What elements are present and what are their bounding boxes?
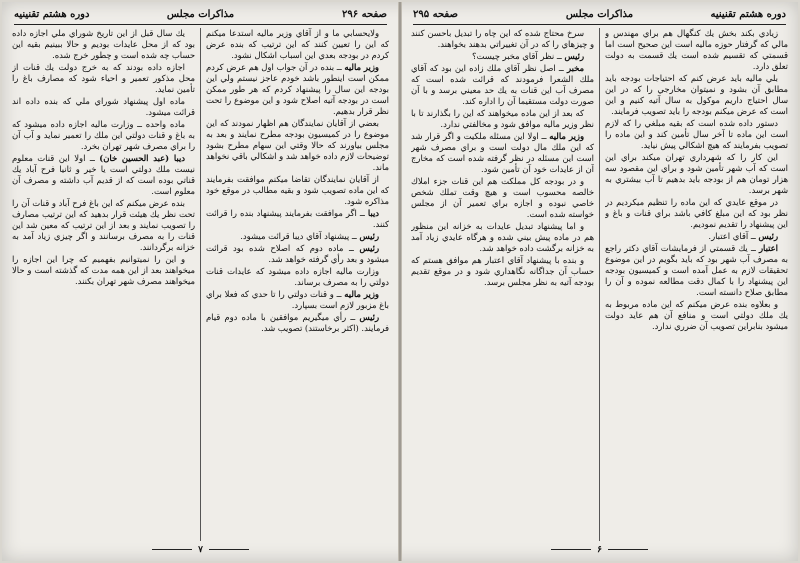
paragraph: [605, 118, 788, 151]
paragraph: رئيس ــ پيشنهاد آقاي ديبا قرائت ميشود.: [240, 231, 379, 241]
paragraph: [206, 118, 389, 173]
paragraph: [206, 28, 389, 61]
page-title: مذاكرات مجلس: [565, 9, 634, 20]
paragraph-text: و قنات دولتي را تا حدي كه فعلا براي باغ مزبور لازم است بسپارد.: [206, 289, 389, 310]
paragraph-text: در موقع عايدي كه اين ماده را تنظيم ميكرديم در نظر بود كه اين مبلغ كافي باشد براي قنات و باغ و اين پيشنهاد را تقديم نموديم.: [605, 197, 788, 229]
paragraph: [605, 28, 788, 72]
column-right: [206, 28, 389, 541]
paragraph-text: و اين را نميتوانيم بفهميم كه چرا اين اجازه را ميخواهند بعد از اين همه مدت كه گذشته است و حالا ميخواهند مصرف شهر تهران بكنند.: [12, 254, 195, 286]
paragraph-text: دستور داده شده است كه بقيه مبلغي را كه لازم است اين ماده تا آخر سال تأمين كند و اين ماده را تصويب بفرمايند كه هيچ اشكالي پيش نيايد.: [605, 118, 788, 150]
paragraph-text: اصل نظر آقاي ملك زاده اين بود كه آقاي ملك الشعرا فرمودند كه قرائت شده است كه مصرف آب اين قنات به يك حد معيني برسد و با آن صورت دولت مستقيما آن را اداره كند.: [411, 63, 594, 106]
paragraph: وزير ماليه ــ و قنات دولتي را تا حدي كه فعلا براي باغ مزبور لازم است بسپارد.: [206, 289, 389, 310]
term-label: دوره هشتم تقنينيه: [710, 9, 786, 20]
paragraph: ديبا ــ اگر موافقت بفرمايند پيشنهاد بنده را قرائت كنند.: [206, 208, 389, 229]
paragraph-text: آقاي اعتبار.: [708, 231, 749, 241]
paragraph: رئيس ــ رأي ميگيريم موافقين با ماده دوم قيام فرمايند. (اكثر برخاستند) تصويب شد.: [206, 312, 389, 333]
column-divider: [200, 28, 201, 541]
paragraph: [206, 174, 389, 207]
paragraph: رئيس ــ نظر آقاي مخبر چيست؟: [472, 51, 584, 61]
paragraph-text: اگر موافقت بفرمايند پيشنهاد بنده را قرائت كنند.: [206, 208, 389, 229]
speaker-name: وزير ماليه: [344, 289, 379, 299]
speaker-name: رئيس: [359, 243, 379, 253]
paragraph-text: اولا اين مسئله ملكيت و اگر قرار شد كه اين ملك مال دولت است و براي مصرف شهر است اين مسئله در نظر گرفته شده است كه مخارج آن از عايدات خود آن تأمين شود.: [411, 131, 594, 174]
paragraph: وزير ماليه ــ اولا اين مسئله ملكيت و اگر قرار شد كه اين ملك مال دولت است و براي مصرف شهر است اين مسئله در نظر گرفته شده است كه مخارج آن از عايدات خود آن تأمين شود.: [411, 131, 594, 174]
paragraph: [12, 254, 195, 287]
paragraph-text: يك قسمتي از فرمايشات آقاي دكتر راجع به مصرف آب شهر بود كه بايد بگويم در اين موضوع تحقيقات لازم به عمل آمده است و كميسيون بودجه اين پيشنهاد را با كمال دقت مطالعه نموده و آن را مطابق صلاح دانسته است.: [605, 243, 788, 297]
paragraph-text: كه بعد از اين ماده ميخواهند كه اين را بگذارند تا با نظر وزير ماليه موافق شود و مخالفتي ندارد.: [411, 108, 594, 129]
paragraph: [605, 152, 788, 196]
speaker-name: رئيس: [359, 231, 379, 241]
paragraph: [605, 73, 788, 117]
page-header: [413, 8, 786, 25]
page-footer: [401, 545, 798, 557]
column-left: [12, 28, 195, 541]
footer-page-number: ۶: [597, 545, 602, 555]
column-divider: [599, 28, 600, 541]
speaker-name: ديبا: [367, 208, 379, 218]
paragraph-text: و بعلاوه بنده عرض ميكنم كه اين ماده مربوط به يك ملك دولتي است و منافع آن هم عايد دولت ميشود بنابراين تصويب آن ضرري ندارد.: [605, 299, 788, 331]
speaker-name: مخبر: [566, 63, 584, 73]
page-number-label: صفحه ۲۹۶: [342, 9, 387, 20]
text-columns: [411, 28, 788, 541]
paragraph-text: سرخ محتاج شده كه اين چاه را تبديل باحسن كنند و چيزهاي را كه در آن تغييراتي بدهند بخواهند.: [411, 28, 594, 49]
paragraph: رئيس ــ آقاي اعتبار.: [708, 231, 778, 241]
paragraph: [411, 28, 594, 50]
paragraph: [411, 255, 594, 288]
paragraph-text: بلي ماليه بايد عرض كنم كه احتياجات بودجه بايد مطابق آن بشود و نميتوان مخارجي را كه در اين سال احتياج داريم موكول به سال آتيه كنيم و اين است كه عرض ميكنم بودجه را بايد تصويب فرمايند.: [605, 73, 788, 116]
page-right: [401, 2, 798, 561]
paragraph-text: زيادي بكند بخش يك كنگهال هم براي مهندس و مالي كه گرفتار حوزه ماليه است اين صحيح است اما قسمتي كه تقسيم شده است يك قسمت به دولت تعلق دارد.: [605, 28, 788, 71]
paragraph-text: اولا اين قنات معلوم نيست ملك دولتي است يا خير و ثانيا فرح آباد يك قناتي بوده است كه از قديم آب داشته و مصرف آن معلوم است.: [12, 153, 195, 196]
term-label: دوره هشتم تقنينيه: [14, 9, 90, 20]
paragraph-text: و اما پيشنهاد تبديل عايدات به خزانه اين منظور هم در ماده پيش بيني شده و هرگاه عايدي زياد آمد به خزانه برگشت داده خواهد شد.: [411, 221, 594, 253]
paragraph: [605, 299, 788, 332]
paragraph-text: بنده عرض ميكنم كه اين باغ فرح آباد و قنات آن را تحت نظر يك هيئت قرار بدهيد كه اين ترتيب مصارف را تصويب نمايند و بعد از اين ترتيب كه معين شد اين قنات را به مصرف برسانند و اگر چيزي زياد آمد به خزانه برگردانند.: [12, 198, 195, 252]
paragraph: اعتبار ــ يك قسمتي از فرمايشات آقاي دكتر راجع به مصرف آب شهر بود كه بايد بگويم در اين موضوع تحقيقات لازم به عمل آمده است و كميسيون بودجه اين پيشنهاد را با كمال دقت مطالعه نموده و آن را مطابق صلاح دانسته است.: [605, 243, 788, 297]
paragraph: مخبر ــ اصل نظر آقاي ملك زاده اين بود كه آقاي ملك الشعرا فرمودند كه قرائت شده است كه مصرف آب اين قنات به يك حد معيني برسد و با آن صورت دولت مستقيما آن را اداره كند.: [411, 63, 594, 106]
paragraph-text: رأي ميگيريم موافقين با ماده دوم قيام فرمايند. (اكثر برخاستند) تصويب شد.: [206, 312, 389, 333]
paragraph-text: پيشنهاد آقاي ديبا قرائت ميشود.: [240, 231, 350, 241]
paragraph-text: از آقايان نمايندگان تقاضا ميكنم موافقت بفرمايند كه اين ماده تصويب شود و بقيه مطالب در موقع خود مذاكره شود.: [206, 174, 389, 206]
paragraph-text: ولايحسابي ما و از آقاي وزير ماليه استدعا ميكنم كه اين را تعيين كنند كه اين ترتيب كه بنده عرض كردم در بودجه بعدي اين اسباب اشكال نشود.: [206, 28, 389, 60]
paragraph-text: و در بودجه كل مملكت هم اين قنات جزء املاك خالصه محسوب است و هيچ وقت تملك شخص خاصي نبوده و اجازه براي تعمير آن از مجلس خواسته شده است.: [411, 176, 594, 219]
paragraph-text: يك سال قبل از اين تاريخ شوراي ملي اجازه داده بود كه از محل عايدات بوديم و حالا ببينيم بقيه اين حساب چه شده است و چطور خرج شده.: [12, 28, 195, 60]
paragraph: وزير ماليه ــ بنده در آن جواب اول هم عرض كردم ممكن است اينطور باشد خودم عاجز نيستم ولي اين بودجه اين سال را پيشنهاد كردم كه هر طور ممكن است در بودجه آتيه اصلاح شود و اين موضوع را تحت نظر قرار بدهيم.: [206, 62, 389, 116]
paragraph: [411, 108, 594, 130]
column-left: [411, 28, 594, 541]
speaker-name: رئيس: [758, 231, 778, 241]
text-columns: [12, 28, 389, 541]
speaker-name: رئيس: [359, 312, 380, 322]
paragraph-text: بنده در آن جواب اول هم عرض كردم ممكن است اينطور باشد خودم عاجز نيستم ولي اين بودجه اين سال را پيشنهاد كردم كه هر طور ممكن است در بودجه آتيه اصلاح شود و اين موضوع را تحت نظر قرار بدهيم.: [206, 62, 389, 116]
speaker-name: وزير ماليه: [549, 131, 584, 141]
paragraph: [12, 198, 195, 253]
speaker-name: وزير ماليه: [344, 62, 379, 72]
page-number-label: صفحه ۲۹۵: [413, 9, 458, 20]
paragraph-text: بعضي از آقايان نمايندگان هم اظهار نمودند كه اين موضوع را در كميسيون بودجه مطرح نمايند و بعد به مجلس بياورند كه حالا وقتي اين سهام مطرح بشود توضيحات لازم داده خواهد شد و اشكالي باقي نخواهد ماند.: [206, 118, 389, 172]
paragraph-text: اجازه داده بودند كه به خرج دولت يك قنات از محل مذكور تعمير و احياء شود كه مصارف باغ را تأمين نمايد.: [12, 62, 195, 94]
page-footer: [2, 545, 399, 557]
page-left: [2, 2, 399, 561]
paragraph: [605, 197, 788, 230]
column-right: [605, 28, 788, 541]
paragraph: [411, 176, 594, 220]
paragraph: [12, 119, 195, 152]
paragraph-text: ماده اول پيشنهاد شوراي ملي كه بنده داده اند قرائت ميشود.: [12, 96, 195, 117]
paragraph: ديبا (عبد الحسين خان) ــ اولا اين قنات معلوم نيست ملك دولتي است يا خير و ثانيا فرح آباد يك قناتي بوده است كه از قديم آب داشته و مصرف آن معلوم است.: [12, 153, 195, 196]
paragraph: [206, 266, 389, 288]
paragraph-text: ماده واحده ــ وزارت ماليه اجازه داده ميشود كه به باغ و قنات دولتي اين ملك را تعمير نمايد و آب آن را براي مصرف شهر تهران بخرد.: [12, 119, 195, 151]
paragraph: [12, 62, 195, 95]
paragraph-text: ماده دوم كه اصلاح شده بود قرائت ميشود و بعد رأي گرفته خواهد شد.: [206, 243, 389, 264]
paragraph-text: وزارت ماليه اجازه داده ميشود كه عايدات قنات دولتي را به مصرف برساند.: [206, 266, 389, 287]
speaker-name: اعتبار: [759, 243, 778, 253]
paragraph-text: اين كار را كه شهرداري تهران ميكند براي اين است كه آب شهر تأمين شود و براي اين مقصود سه هزار تومان هم از بودجه بايد بدهيم تا آب بيشتري به شهر برسد.: [605, 152, 788, 195]
paragraph-text: و بنده با پيشنهاد آقاي اعتبار هم موافق هستم كه حساب آن جداگانه نگاهداري شود و در موقع تقديم بودجه آتيه به نظر مجلس برسد.: [411, 255, 594, 287]
speaker-name: رئيس: [564, 51, 584, 61]
newspaper-spread: [2, 2, 798, 561]
page-header: [14, 8, 387, 25]
page-title: مذاکرات مجلس: [166, 9, 235, 20]
paragraph: [411, 221, 594, 254]
paragraph: [12, 28, 195, 61]
paragraph: [12, 96, 195, 118]
speaker-name: ديبا (عبد الحسين خان): [99, 153, 186, 163]
paragraph-text: نظر آقاي مخبر چيست؟: [472, 51, 555, 61]
footer-page-number: ۷: [198, 545, 203, 555]
paragraph: رئيس ــ ماده دوم كه اصلاح شده بود قرائت ميشود و بعد رأي گرفته خواهد شد.: [206, 243, 389, 264]
